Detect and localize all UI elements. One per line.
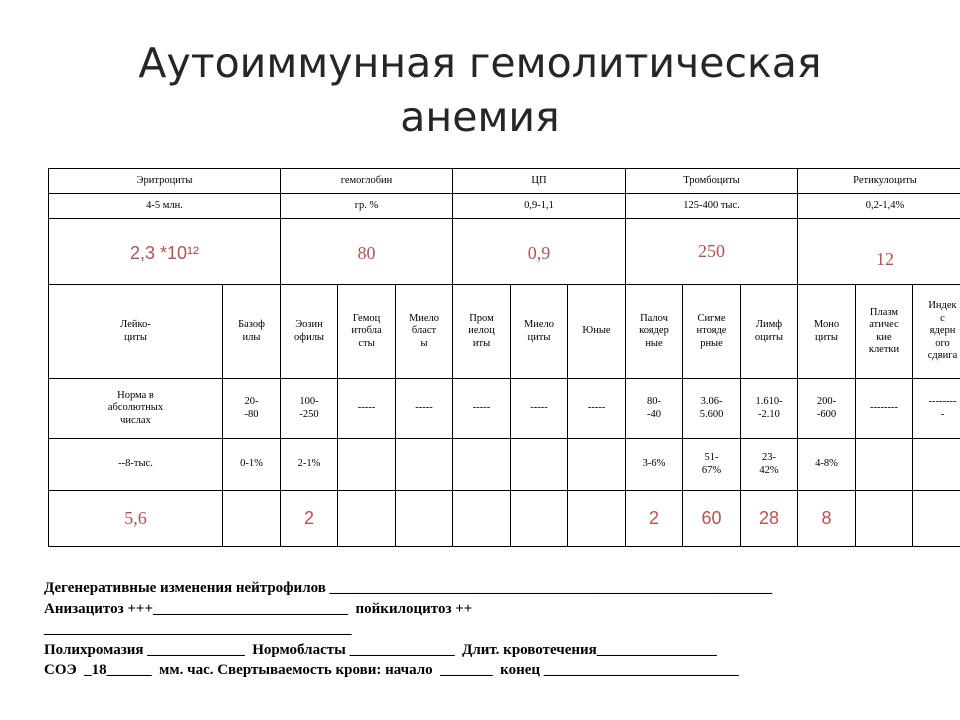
patient-value-cell xyxy=(453,491,511,547)
findings-section xyxy=(44,578,924,681)
footer-line-esr: СОЭ _18______ мм. час. Свертываемость крови: начало _______ конец __________________________ xyxy=(44,662,739,678)
leuko-header-monocytes: Моно циты xyxy=(798,285,856,379)
patient-value-cell xyxy=(396,491,453,547)
footer-line-anisocytosis: Анизацитоз +++__________________________ пойкилоцитоз ++ xyxy=(44,600,473,617)
norm-abs-cell: ----- xyxy=(338,379,396,439)
leuko-header-eosinophils: Эозин офилы xyxy=(281,285,338,379)
leuko-header-young: Юные xyxy=(568,285,626,379)
norm-reticulocytes: 0,2-1,4% xyxy=(798,194,960,219)
header-color-index: ЦП xyxy=(453,169,626,194)
norm-abs-cell: ----- xyxy=(511,379,568,439)
norm-abs-cell: 200- -600 xyxy=(798,379,856,439)
header-erythrocytes: Эритроциты xyxy=(49,169,281,194)
norm-pct-label: --8-тыс. xyxy=(49,439,223,491)
norm-abs-cell: 20- -80 xyxy=(223,379,281,439)
norm-abs-cell: -------- - xyxy=(913,379,960,439)
leuko-header-promyelocytes: Пром иелоц иты xyxy=(453,285,511,379)
norm-abs-cell: 80- -40 xyxy=(626,379,683,439)
norm-abs-cell: 100- -250 xyxy=(281,379,338,439)
slide-title-line2: анемия xyxy=(400,93,560,141)
norm-hemoglobin: гр. % xyxy=(281,194,453,219)
header-reticulocytes: Ретикулоциты xyxy=(798,169,960,194)
header-hemoglobin: гемоглобин xyxy=(281,169,453,194)
patient-value-cell: 28 xyxy=(741,491,798,547)
value-color-index: 0,9 xyxy=(453,219,626,285)
norm-pct-cell xyxy=(511,439,568,491)
norm-abs-cell: 1.610- -2.10 xyxy=(741,379,798,439)
norm-color-index: 0,9-1,1 xyxy=(453,194,626,219)
norm-abs-label: Норма в абсолютных числах xyxy=(49,379,223,439)
value-hemoglobin: 80 xyxy=(281,219,453,285)
value-platelets: 250 xyxy=(626,219,798,285)
norm-pct-cell xyxy=(396,439,453,491)
value-erythrocytes: 2,3 *10¹² xyxy=(49,219,281,285)
leuko-header-lymphocytes: Лимф оциты xyxy=(741,285,798,379)
patient-value-cell: 8 xyxy=(798,491,856,547)
leuko-header-shift-index: Индек с ядерн ого сдвига xyxy=(913,285,960,379)
leuko-header-myelocytes: Миело циты xyxy=(511,285,568,379)
leuko-header-plasma-cells: Плазм атичес кие клетки xyxy=(856,285,913,379)
norm-abs-cell: ----- xyxy=(453,379,511,439)
norm-pct-cell: 23- 42% xyxy=(741,439,798,491)
patient-value-cell: 2 xyxy=(281,491,338,547)
norm-pct-cell xyxy=(453,439,511,491)
leuko-header-hemocytoblasts: Гемоц итобла сты xyxy=(338,285,396,379)
patient-value-cell xyxy=(223,491,281,547)
norm-erythrocytes: 4-5 млн. xyxy=(49,194,281,219)
norm-pct-cell: 3-6% xyxy=(626,439,683,491)
norm-pct-cell: 0-1% xyxy=(223,439,281,491)
leuko-header-band: Палоч коядер ные xyxy=(626,285,683,379)
norm-abs-cell: ----- xyxy=(568,379,626,439)
leuko-header-segmented: Сигме нтояде рные xyxy=(683,285,741,379)
slide-title-line1: Аутоиммунная гемолитическая xyxy=(138,39,822,87)
patient-value-cell: 2 xyxy=(626,491,683,547)
value-reticulocytes: 12 xyxy=(798,219,960,285)
norm-pct-cell: 4-8% xyxy=(798,439,856,491)
norm-pct-cell xyxy=(856,439,913,491)
norm-pct-cell xyxy=(913,439,960,491)
norm-pct-cell: 51- 67% xyxy=(683,439,741,491)
patient-value-cell xyxy=(913,491,960,547)
leuko-header-basophils: Базоф илы xyxy=(223,285,281,379)
slide-title xyxy=(0,36,960,144)
norm-pct-cell xyxy=(338,439,396,491)
patient-value-cell xyxy=(856,491,913,547)
leuko-header-leukocytes: Лейко- циты xyxy=(49,285,223,379)
patient-value-cell xyxy=(568,491,626,547)
patient-value-cell: 60 xyxy=(683,491,741,547)
norm-pct-cell xyxy=(568,439,626,491)
norm-pct-cell: 2-1% xyxy=(281,439,338,491)
norm-abs-cell: ----- xyxy=(396,379,453,439)
patient-leukocytes: 5,6 xyxy=(49,491,223,547)
footer-line-polychromasia: Полихромазия _____________ Нормобласты ______________ Длит. кровотечения________________ xyxy=(44,641,717,658)
footer-line-blank: _________________________________________ xyxy=(44,621,352,637)
norm-abs-cell: 3.06- 5.600 xyxy=(683,379,741,439)
header-platelets: Тромбоциты xyxy=(626,169,798,194)
leuko-header-myeloblasts: Миело бласт ы xyxy=(396,285,453,379)
norm-platelets: 125-400 тыс. xyxy=(626,194,798,219)
patient-value-cell xyxy=(338,491,396,547)
footer-line-degenerative: Дегенеративные изменения нейтрофилов ___________________________________________________________ xyxy=(44,580,773,596)
norm-abs-cell: -------- xyxy=(856,379,913,439)
patient-value-cell xyxy=(511,491,568,547)
blood-test-table xyxy=(48,168,960,547)
